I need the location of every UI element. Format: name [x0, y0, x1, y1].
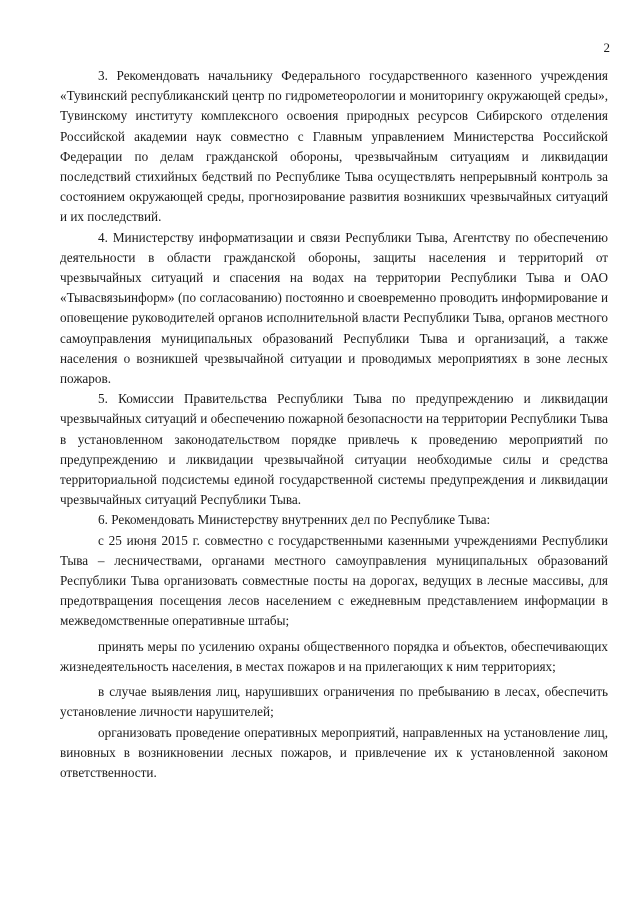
page-number: 2: [603, 40, 610, 55]
paragraph-item-6-subpoint-2: принять меры по усилению охраны общественного порядка и объектов, обеспечивающих жизнедеятельность населения, в местах пожаров и на прилегающих к ним территориях;: [60, 638, 608, 674]
paragraph-item-6-subpoint-1: с 25 июня 2015 г. совместно с государственными казенными учреждениями Республики Тыва – лесничествами, органами местного самоуправления муниципальных образований Республики Тыва организовать совместные посты на дорогах, ведущих в лесные массивы, для предотвращения посещения лесов населением с ежедневным представлением информации в межведомственные оперативные штабы;: [60, 532, 608, 629]
paragraph-item-6-subpoint-3: в случае выявления лиц, нарушивших ограничения по пребыванию в лесах, обеспечить установление личности нарушителей;: [60, 684, 608, 720]
paragraph-item-6: 6. Рекомендовать Министерству внутренних дел по Республике Тыва:: [98, 512, 491, 528]
paragraph-item-3: 3. Рекомендовать начальнику Федерального государственного казенного учреждения «Тувинский республиканский центр по гидрометеорологии и мониторингу окружающей среды», Тувинскому институту комплексного освоения природных ресурсов Сибирского отделения Российской академии наук совместно с Главным управлением Министерства Российской Федерации по делам гражданской обороны, чрезвычайным ситуациям и ликвидации последствий стихийных бедствий по Республике Тыва осуществлять непрерывный контроль за состоянием окружающей среды, прогнозирование развития возникших чрезвычайных ситуаций и их последствий.: [60, 68, 608, 225]
paragraph-item-5: 5. Комиссии Правительства Республики Тыва по предупреждению и ликвидации чрезвычайных ситуаций и обеспечению пожарной безопасности на территории Республики Тыва в установленном законодательством порядке привлечь к проведению мероприятий по предупреждению и ликвидации чрезвычайной ситуации необходимые силы и средства территориальной подсистемы единой государственной системы предупреждения и ликвидации чрезвычайных ситуаций Республики Тыва.: [60, 391, 608, 508]
paragraph-item-6-subpoint-4: организовать проведение оперативных мероприятий, направленных на установление лиц, виновных в возникновении лесных пожаров, и привлечение их к установленной законом ответственности.: [60, 724, 608, 780]
paragraph-item-4: 4. Министерству информатизации и связи Республики Тыва, Агентству по обеспечению деятельности в области гражданской обороны, защиты населения и территорий от чрезвычайных ситуаций и спасения на водах на территории Республики Тыва и ОАО «Тывасвязьинформ» (по согласованию) постоянно и своевременно проводить информирование и оповещение руководителей органов исполнительной власти Республики Тыва, органов местного самоуправления муниципальных образований Республики Тыва и организаций, а также населения о возникшей чрезвычайной ситуации и проводимых мероприятиях в зоне лесных пожаров.: [60, 229, 608, 387]
document-body: [60, 66, 608, 783]
